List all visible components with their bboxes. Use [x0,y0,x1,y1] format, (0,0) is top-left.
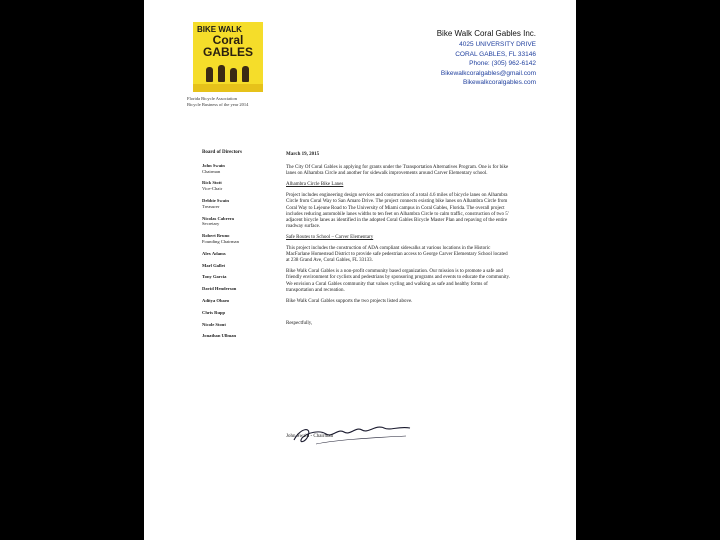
logo-line1: BIKE WALK [197,25,242,34]
org-website[interactable]: Bikewalkcoralgables.com [463,79,536,86]
org-city: CORAL GABLES, FL 33146 [455,50,536,58]
org-address: 4025 UNIVERSITY DRIVE [459,41,536,48]
letter-body [286,152,512,332]
board-member [202,286,282,292]
cyclist-figure-icon [230,68,237,82]
board-member-role: Vice-Chair [202,186,223,192]
board-member-role: Secretary [202,221,220,227]
board-member [202,310,282,316]
board-member-name: Debbie Swain [202,197,229,203]
board-member [202,274,282,280]
board-member-name: Alex Adams [202,250,226,256]
section2-title: Safe Routes to School – Carver Elementary [286,234,374,240]
section2-body: This project includes the construction of ADA compliant sidewalks at various locations in the Historic MacFarlane Homestead District to provide safe pedestrian access to George Carver Elementary School located at 238 Grand Ave, Coral Gables, FL 33133. [286,246,508,264]
letter-date: March 19, 2015 [286,152,320,157]
board-member-name: Robert Bruno [202,233,230,239]
logo-ground [193,84,263,92]
board-member [202,198,282,210]
board-member-role: Chairman [202,168,221,174]
board-member [202,298,282,304]
board-member [202,233,282,245]
org-header [437,28,536,88]
signer-name: John Swain - Chairman [286,434,334,439]
board-member [202,216,282,228]
board-member [202,263,282,269]
board-member-name: Rick Stott [202,180,222,186]
walker-figure-icon [218,65,225,82]
mission-statement: Bike Walk Coral Gables is a non-profit community based organization. Our mission is to promote a safe and friendly environment for cyclists and pedestrians by sponsoring programs and events to educate the community. We envision a Coral Gables community that values cycling and walking as safe and healthy forms of transportation and recreation. [286,269,510,293]
board-member-role: Founding Chairman [202,238,239,244]
walker-figure-icon [242,66,249,82]
award-note: Florida Bicycle Association Bicycle Business of the year 2014 [187,96,249,107]
board-list [202,163,282,339]
letter-page [144,0,576,540]
board-member-name: Nicole Stout [202,321,226,327]
logo-line2: Coral GABLES [202,33,253,59]
board-member-name: Aditya Obaeo [202,297,230,303]
board-member-name: John Swain [202,162,225,168]
board-member-name: Chris Rupp [202,309,226,315]
bike-walk-logo [193,22,263,92]
board-member-name: Tony Garcia [202,274,227,280]
section1-title: Alhambra Circle Bike Lanes [286,182,344,188]
board-member [202,251,282,257]
board-member-name: David Henderson [202,286,237,292]
board-member-name: Nicolas Cabrera [202,215,234,221]
org-name: Bike Walk Coral Gables Inc. [436,29,536,38]
walker-figure-icon [206,67,213,82]
support-statement: Bike Walk Coral Gables supports the two projects listed above. [286,298,413,304]
org-email[interactable]: Bikewalkcoralgables@gmail.com [440,69,536,77]
board-heading: Board of Directors [202,150,242,155]
org-phone: Phone: (305) 962-6142 [469,60,536,67]
board-of-directors [202,150,282,345]
section1-body: Project includes engineering design services and construction of a total 4.6 miles of bicycle lanes on Alhambra Circle from Coral Way to San Amaro Drive. The project connects existing bike lanes on Alhambra Circle from Coral Way to Lejeune Road to The University of Miami campus in Coral Gables, Florida. The overall project includes reducing automobile lanes widths to ten feet on Alhambra Circle to calm traffic, construction of two 5' adjacent bicycle lanes as identified in the adopted Coral Gables Bicycle Master Plan and repaving of the entire roadway surface. [286,193,509,229]
board-member [202,163,282,175]
board-member-role: Treasurer [202,203,220,209]
closing: Respectfully, [286,320,313,326]
board-member-name: Marl Gallet [202,262,226,268]
board-member [202,180,282,192]
board-member [202,333,282,339]
letter-intro: The City Of Coral Gables is applying for grants under the Transportation Alternatives Program. One is for bike lanes on Alhambra Circle and another for sidewalk improvements around Carver Elementary school. [286,165,509,177]
board-member-name: Jonathan Ullman [202,333,237,339]
board-member [202,322,282,328]
